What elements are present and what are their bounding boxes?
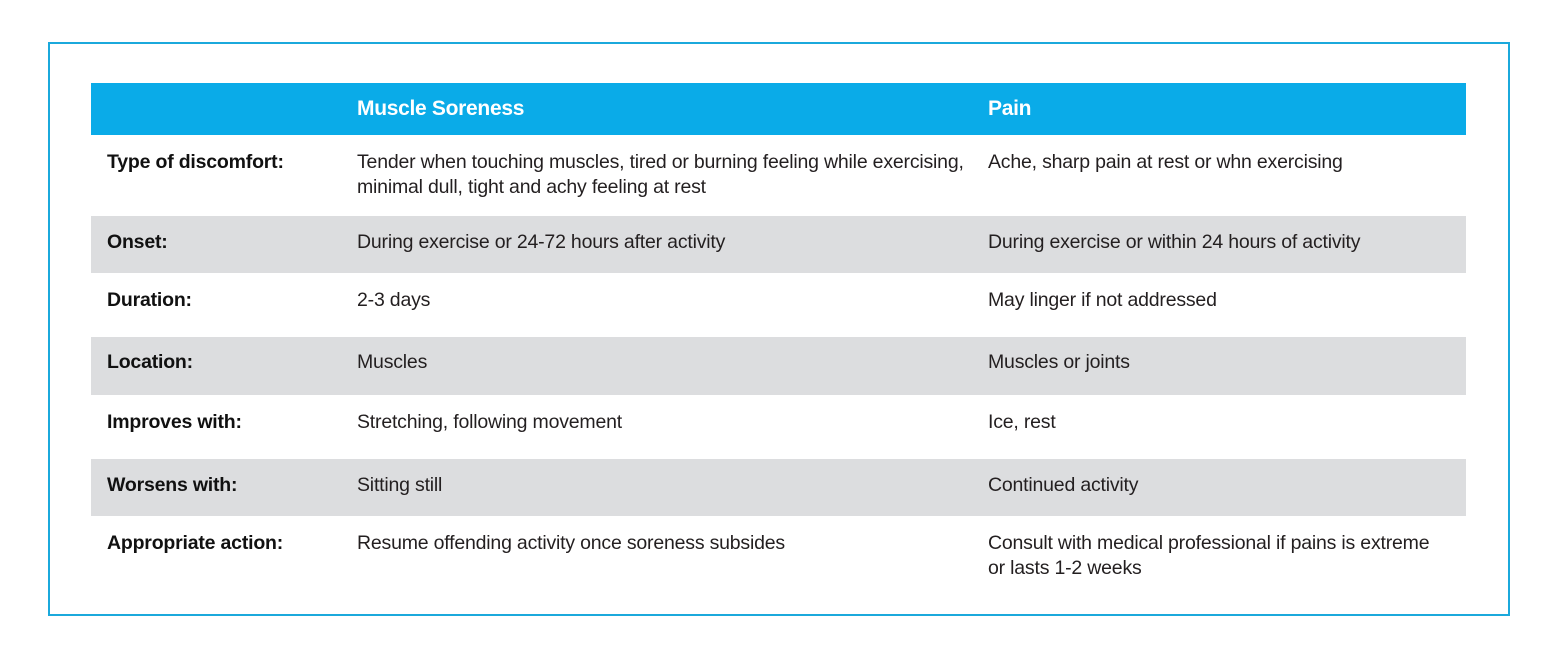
row-label: Appropriate action: xyxy=(107,532,284,554)
pain-cell: Continued activity xyxy=(988,474,1139,496)
table-row-onset xyxy=(91,216,1466,273)
table-row-worsens-with xyxy=(91,459,1466,516)
table-row-location xyxy=(91,337,1466,395)
soreness-cell: Stretching, following movement xyxy=(357,411,622,433)
pain-cell: Ache, sharp pain at rest or whn exercising xyxy=(988,151,1343,173)
row-label: Worsens with: xyxy=(107,474,238,496)
soreness-cell: Muscles xyxy=(357,351,428,373)
table-header-row xyxy=(91,83,1466,135)
row-label: Type of discomfort: xyxy=(107,151,284,173)
pain-cell: During exercise or within 24 hours of activity xyxy=(988,231,1361,253)
row-label: Improves with: xyxy=(107,411,242,433)
comparison-table xyxy=(91,83,1466,596)
soreness-cell: Tender when touching muscles, tired or burning feeling while exercising, minimal dull, tight and achy feeling at rest xyxy=(357,151,964,198)
pain-cell: Consult with medical professional if pains is extreme or lasts 1-2 weeks xyxy=(988,532,1430,579)
pain-cell: Ice, rest xyxy=(988,411,1056,433)
soreness-cell: Resume offending activity once soreness subsides xyxy=(357,532,785,554)
table-row-appropriate-action xyxy=(91,516,1466,596)
row-label: Onset: xyxy=(107,231,168,253)
pain-cell: May linger if not addressed xyxy=(988,289,1217,311)
soreness-cell: Sitting still xyxy=(357,474,443,496)
table-row-type-of-discomfort xyxy=(91,135,1466,216)
row-label: Duration: xyxy=(107,289,192,311)
row-label: Location: xyxy=(107,351,193,373)
soreness-cell: 2-3 days xyxy=(357,289,431,311)
table-row-duration xyxy=(91,273,1466,337)
header-cell-pain: Pain xyxy=(988,97,1032,120)
table-row-improves-with xyxy=(91,395,1466,459)
soreness-cell: During exercise or 24-72 hours after activity xyxy=(357,231,726,253)
pain-cell: Muscles or joints xyxy=(988,351,1130,373)
header-cell-muscle-soreness: Muscle Soreness xyxy=(357,97,525,120)
